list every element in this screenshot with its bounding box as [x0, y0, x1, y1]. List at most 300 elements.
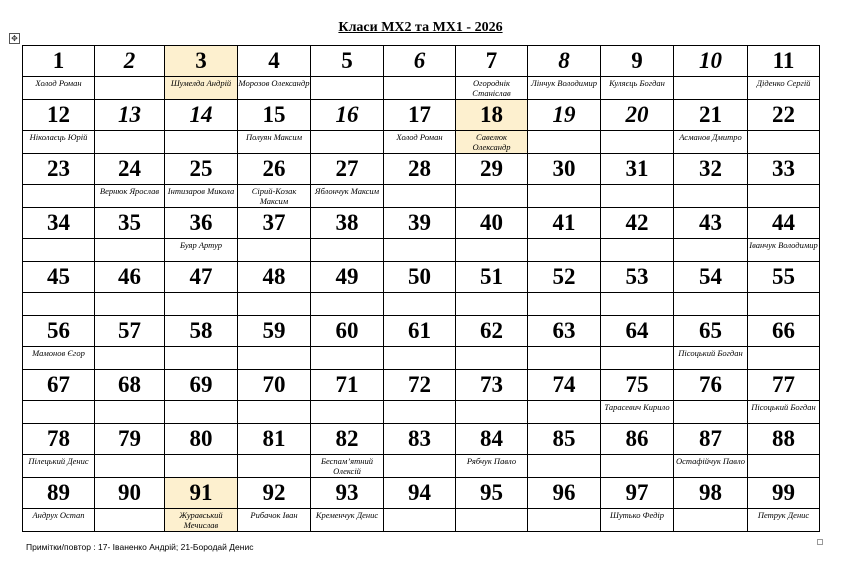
table-cell[interactable] [23, 424, 95, 478]
cell-student-name: Вернюк Ярослав [95, 184, 164, 207]
cell-number: 77 [772, 372, 795, 397]
cell-student-name [601, 130, 673, 153]
cell-number: 82 [335, 426, 359, 451]
table-cell[interactable] [311, 208, 384, 262]
table-cell[interactable] [456, 262, 528, 316]
cell-number: 70 [262, 372, 286, 397]
cell-number: 65 [699, 318, 722, 343]
cell-number: 23 [47, 156, 70, 181]
table-cell[interactable] [165, 208, 238, 262]
notes-line: Примітки/повтор : 17- Іваненко Андрій; 21-Бородай Денис [26, 542, 254, 552]
cell-student-name [456, 292, 527, 315]
cell-number: 33 [772, 156, 795, 181]
cell-student-name: Яблончук Максим [311, 184, 383, 207]
table-cell[interactable] [601, 208, 674, 262]
cell-number: 66 [772, 318, 795, 343]
cell-number: 85 [552, 426, 576, 451]
table-row [23, 100, 820, 154]
table-cell[interactable] [311, 154, 384, 208]
cell-student-name [311, 130, 383, 153]
cell-student-name [238, 238, 310, 261]
cell-student-name: Огороднік Станіслав [456, 76, 527, 99]
cell-student-name [748, 130, 819, 153]
page-title: Класи МХ2 та МХ1 - 2026 [338, 20, 503, 35]
cell-number: 97 [625, 480, 649, 505]
cell-student-name [674, 184, 747, 207]
table-cell[interactable] [238, 208, 311, 262]
cell-number: 24 [118, 156, 141, 181]
cell-number: 78 [47, 426, 70, 451]
cell-number: 53 [625, 264, 649, 289]
table-cell[interactable] [238, 154, 311, 208]
table-cell[interactable] [456, 154, 528, 208]
table-cell[interactable] [748, 316, 820, 370]
cell-student-name [384, 400, 455, 423]
table-cell[interactable] [601, 316, 674, 370]
table-cell[interactable] [748, 424, 820, 478]
table-cell[interactable] [238, 100, 311, 154]
cell-student-name [384, 346, 455, 369]
cell-number: 95 [480, 480, 503, 505]
cell-student-name [384, 184, 455, 207]
cell-number: 41 [552, 210, 576, 235]
cell-student-name [95, 76, 164, 99]
cell-student-name [95, 238, 164, 261]
table-cell[interactable] [528, 370, 601, 424]
table-cell[interactable] [456, 100, 528, 154]
table-cell[interactable] [674, 478, 748, 532]
cell-number: 55 [772, 264, 795, 289]
cell-number: 25 [189, 156, 213, 181]
cell-student-name [165, 130, 237, 153]
cell-number: 37 [262, 210, 286, 235]
cell-student-name: Лінчук Володимир [528, 76, 600, 99]
table-cell[interactable] [311, 316, 384, 370]
cell-student-name [456, 346, 527, 369]
table-cell[interactable] [238, 370, 311, 424]
cell-student-name: Діденко Сергій [748, 76, 819, 99]
cell-student-name [674, 508, 747, 531]
table-cell[interactable] [311, 100, 384, 154]
table-cell[interactable] [748, 478, 820, 532]
table-cell[interactable] [384, 424, 456, 478]
table-row [23, 262, 820, 316]
cell-number: 99 [772, 480, 795, 505]
cell-number: 84 [480, 426, 503, 451]
table-cell[interactable] [674, 46, 748, 100]
cell-number: 57 [118, 318, 141, 343]
cell-student-name: Пісоцький Богдан [748, 400, 819, 423]
cell-student-name [384, 292, 455, 315]
cell-number: 68 [118, 372, 141, 397]
cell-number: 74 [552, 372, 576, 397]
table-cell[interactable] [165, 154, 238, 208]
table-cell[interactable] [238, 316, 311, 370]
cell-student-name [456, 508, 527, 531]
cell-number: 62 [480, 318, 503, 343]
table-cell[interactable] [748, 46, 820, 100]
cell-number: 96 [552, 480, 576, 505]
cell-number: 63 [552, 318, 576, 343]
cell-number: 30 [552, 156, 576, 181]
table-cell[interactable] [528, 208, 601, 262]
table-cell[interactable] [238, 46, 311, 100]
cell-student-name: Беспам’ятний Олексій [311, 454, 383, 477]
cell-number: 89 [47, 480, 70, 505]
table-cell[interactable] [23, 100, 95, 154]
cell-number: 49 [335, 264, 359, 289]
cell-number: 75 [625, 372, 649, 397]
cell-number: 92 [262, 480, 286, 505]
cell-number: 14 [189, 102, 213, 127]
table-cell[interactable] [238, 478, 311, 532]
cell-student-name [311, 238, 383, 261]
table-cell[interactable] [601, 478, 674, 532]
cell-student-name [165, 346, 237, 369]
table-cell[interactable] [528, 46, 601, 100]
table-cell[interactable] [674, 316, 748, 370]
cell-number: 51 [480, 264, 503, 289]
cell-student-name: Полуян Максим [238, 130, 310, 153]
table-row [23, 370, 820, 424]
cell-student-name [601, 238, 673, 261]
table-cell[interactable] [23, 316, 95, 370]
cell-student-name: Мамонов Єгор [23, 346, 94, 369]
cell-student-name: Петрук Денис [748, 508, 819, 531]
table-cell[interactable] [456, 478, 528, 532]
table-cell[interactable] [384, 46, 456, 100]
cell-student-name [311, 400, 383, 423]
table-cell[interactable] [674, 424, 748, 478]
table-cell[interactable] [311, 424, 384, 478]
cell-number: 98 [699, 480, 722, 505]
cell-student-name [95, 454, 164, 477]
table-resize-handle[interactable] [817, 539, 823, 545]
cell-student-name: Холод Роман [23, 76, 94, 99]
cell-number: 50 [408, 264, 431, 289]
cell-student-name [456, 238, 527, 261]
cell-student-name: Морозов Олександр [238, 76, 310, 99]
table-cell[interactable] [456, 370, 528, 424]
table-row [23, 478, 820, 532]
table-cell[interactable] [674, 262, 748, 316]
cell-student-name: Рябчук Павло [456, 454, 527, 477]
table-cell[interactable] [95, 262, 165, 316]
cell-number: 58 [189, 318, 213, 343]
table-cell[interactable] [23, 154, 95, 208]
cell-number: 42 [625, 210, 649, 235]
table-cell[interactable] [23, 370, 95, 424]
cell-student-name [95, 292, 164, 315]
cell-number: 73 [480, 372, 503, 397]
table-row [23, 154, 820, 208]
table-cell[interactable] [311, 262, 384, 316]
cell-student-name [165, 292, 237, 315]
cell-student-name: Андрух Остап [23, 508, 94, 531]
table-cell[interactable] [311, 478, 384, 532]
cell-number: 43 [699, 210, 722, 235]
table-cell[interactable] [311, 370, 384, 424]
cell-number: 91 [189, 480, 213, 505]
table-cell[interactable] [165, 262, 238, 316]
cell-student-name [748, 454, 819, 477]
cell-student-name [528, 454, 600, 477]
cell-number: 5 [341, 48, 353, 73]
cell-student-name [456, 400, 527, 423]
cell-number: 39 [408, 210, 431, 235]
table-cell[interactable] [23, 46, 95, 100]
table-cell[interactable] [165, 46, 238, 100]
cell-number: 45 [47, 264, 70, 289]
cell-number: 38 [335, 210, 359, 235]
cell-number: 3 [195, 48, 207, 73]
cell-student-name [528, 292, 600, 315]
cell-number: 59 [262, 318, 286, 343]
table-cell[interactable] [528, 100, 601, 154]
cell-number: 47 [189, 264, 213, 289]
cell-student-name [238, 292, 310, 315]
table-cell[interactable] [95, 46, 165, 100]
cell-student-name: Савелюк Олександр [456, 130, 527, 153]
cell-number: 22 [772, 102, 795, 127]
cell-student-name [601, 184, 673, 207]
table-cell[interactable] [601, 370, 674, 424]
table-cell[interactable] [23, 262, 95, 316]
cell-student-name [674, 238, 747, 261]
table-row [23, 208, 820, 262]
cell-student-name: Куляєць Богдан [601, 76, 673, 99]
cell-student-name: Інтизаров Микола [165, 184, 237, 207]
table-cell[interactable] [384, 262, 456, 316]
cell-number: 83 [408, 426, 431, 451]
cell-number: 26 [262, 156, 286, 181]
table-cell[interactable] [528, 478, 601, 532]
table-cell[interactable] [674, 370, 748, 424]
cell-number: 48 [262, 264, 286, 289]
table-cell[interactable] [528, 262, 601, 316]
cell-student-name [528, 130, 600, 153]
cell-number: 93 [335, 480, 359, 505]
table-cell[interactable] [528, 154, 601, 208]
cell-number: 36 [189, 210, 213, 235]
cell-number: 20 [625, 102, 649, 127]
table-cell[interactable] [601, 154, 674, 208]
cell-number: 88 [772, 426, 795, 451]
cell-number: 31 [625, 156, 649, 181]
table-cell[interactable] [748, 370, 820, 424]
table-cell[interactable] [165, 478, 238, 532]
cell-student-name [528, 346, 600, 369]
cell-number: 94 [408, 480, 431, 505]
table-cell[interactable] [95, 316, 165, 370]
cell-student-name [311, 346, 383, 369]
cell-number: 34 [47, 210, 70, 235]
table-cell[interactable] [165, 316, 238, 370]
cell-number: 35 [118, 210, 141, 235]
cell-number: 29 [480, 156, 503, 181]
cell-number: 28 [408, 156, 431, 181]
cell-student-name [311, 292, 383, 315]
cell-student-name: Ніколаєць Юрій [23, 130, 94, 153]
cell-student-name [384, 508, 455, 531]
cell-student-name: Шутько Федір [601, 508, 673, 531]
cell-number: 64 [625, 318, 649, 343]
table-cell[interactable] [95, 100, 165, 154]
cell-number: 67 [47, 372, 70, 397]
cell-number: 61 [408, 318, 431, 343]
cell-student-name [95, 508, 164, 531]
table-cell[interactable] [384, 478, 456, 532]
cell-number: 32 [699, 156, 722, 181]
table-cell[interactable] [165, 370, 238, 424]
cell-number: 4 [268, 48, 280, 73]
cell-number: 69 [189, 372, 213, 397]
cell-number: 27 [335, 156, 359, 181]
cell-number: 7 [485, 48, 498, 73]
cell-number: 21 [699, 102, 722, 127]
cell-number: 10 [699, 48, 722, 73]
cell-number: 15 [262, 102, 286, 127]
cell-student-name [601, 454, 673, 477]
cell-student-name [23, 238, 94, 261]
cell-number: 71 [335, 372, 359, 397]
class-number-table [22, 45, 820, 532]
table-cell[interactable] [165, 424, 238, 478]
cell-number: 1 [52, 48, 65, 73]
table-cell[interactable] [674, 208, 748, 262]
table-cell[interactable] [456, 46, 528, 100]
table-cell[interactable] [674, 154, 748, 208]
cell-student-name: Сірий-Козак Максим [238, 184, 310, 207]
table-cell[interactable] [748, 208, 820, 262]
cell-student-name [528, 184, 600, 207]
table-cell[interactable] [748, 262, 820, 316]
table-cell[interactable] [23, 478, 95, 532]
cell-student-name [238, 400, 310, 423]
cell-number: 90 [118, 480, 141, 505]
cell-student-name: Рибачок Іван [238, 508, 310, 531]
table-cell[interactable] [311, 46, 384, 100]
table-cell[interactable] [456, 208, 528, 262]
cell-number: 19 [552, 102, 576, 127]
cell-student-name [748, 184, 819, 207]
cell-number: 11 [772, 48, 795, 73]
cell-student-name [674, 400, 747, 423]
cell-number: 16 [335, 102, 359, 127]
cell-student-name: Кременчук Денис [311, 508, 383, 531]
table-cell[interactable] [384, 316, 456, 370]
table-cell[interactable] [528, 424, 601, 478]
cell-student-name [528, 508, 600, 531]
cell-number: 13 [118, 102, 141, 127]
table-cell[interactable] [384, 100, 456, 154]
table-cell[interactable] [456, 316, 528, 370]
cell-student-name: Асманов Дмитро [674, 130, 747, 153]
cell-student-name [674, 292, 747, 315]
cell-student-name: Журавський Мечислав [165, 508, 237, 531]
cell-student-name [674, 76, 747, 99]
cell-number: 79 [118, 426, 141, 451]
table-cell[interactable] [95, 370, 165, 424]
cell-number: 12 [47, 102, 70, 127]
cell-number: 40 [480, 210, 503, 235]
table-cell[interactable] [95, 478, 165, 532]
cell-number: 18 [480, 102, 503, 127]
cell-student-name [748, 292, 819, 315]
table-cell[interactable] [95, 424, 165, 478]
table-cell[interactable] [601, 46, 674, 100]
table-cell[interactable] [95, 154, 165, 208]
cell-number: 80 [189, 426, 213, 451]
cell-number: 72 [408, 372, 431, 397]
table-cell[interactable] [95, 208, 165, 262]
cell-student-name: Тарасевич Кирило [601, 400, 673, 423]
cell-student-name [384, 238, 455, 261]
cell-student-name [165, 400, 237, 423]
table-cell[interactable] [165, 100, 238, 154]
table-cell[interactable] [384, 370, 456, 424]
table-move-handle-icon[interactable]: ✥ [9, 33, 20, 44]
cell-number: 9 [631, 48, 643, 73]
cell-student-name: Шумелда Андрій [165, 76, 237, 99]
cell-student-name [384, 76, 455, 99]
cell-number: 17 [408, 102, 431, 127]
cell-number: 81 [262, 426, 286, 451]
cell-student-name [95, 346, 164, 369]
cell-number: 60 [335, 318, 359, 343]
table-cell[interactable] [384, 208, 456, 262]
cell-student-name [601, 346, 673, 369]
table-cell[interactable] [528, 316, 601, 370]
table-cell[interactable] [748, 154, 820, 208]
table-cell[interactable] [238, 424, 311, 478]
cell-student-name [528, 238, 600, 261]
table-cell[interactable] [601, 424, 674, 478]
cell-number: 52 [552, 264, 576, 289]
cell-student-name [238, 454, 310, 477]
cell-student-name [456, 184, 527, 207]
table-row [23, 424, 820, 478]
cell-number: 8 [558, 48, 570, 73]
cell-student-name: Іванчук Володимир [748, 238, 819, 261]
cell-student-name [23, 400, 94, 423]
table-cell[interactable] [456, 424, 528, 478]
table-cell[interactable] [384, 154, 456, 208]
cell-number: 76 [699, 372, 722, 397]
cell-number: 86 [625, 426, 649, 451]
table-row [23, 46, 820, 100]
table-cell[interactable] [238, 262, 311, 316]
cell-student-name [528, 400, 600, 423]
cell-student-name [238, 346, 310, 369]
cell-student-name [601, 292, 673, 315]
cell-student-name [748, 346, 819, 369]
table-cell[interactable] [601, 262, 674, 316]
table-cell[interactable] [674, 100, 748, 154]
cell-student-name: Пісоцький Богдан [674, 346, 747, 369]
cell-student-name [95, 400, 164, 423]
cell-student-name [23, 184, 94, 207]
cell-number: 6 [413, 48, 426, 73]
cell-number: 44 [772, 210, 795, 235]
cell-number: 56 [47, 318, 70, 343]
cell-number: 87 [699, 426, 722, 451]
table-cell[interactable] [23, 208, 95, 262]
table-cell[interactable] [601, 100, 674, 154]
cell-student-name: Пілецький Денис [23, 454, 94, 477]
cell-student-name: Холод Роман [384, 130, 455, 153]
table-cell[interactable] [748, 100, 820, 154]
